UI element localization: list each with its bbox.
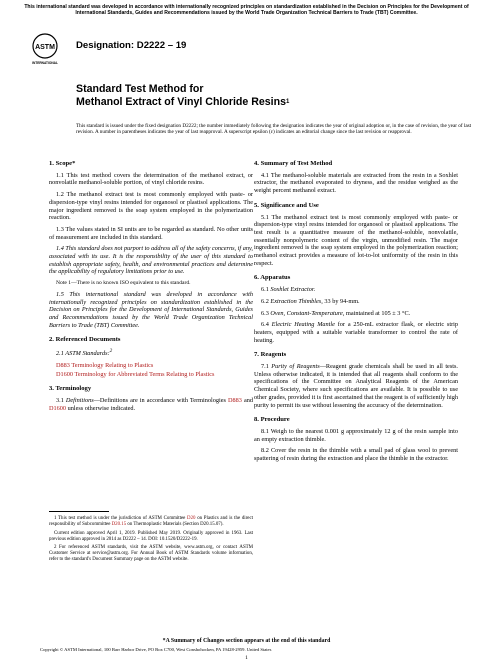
designation: Designation: D2222 – 19 [76, 40, 187, 51]
para-6-1: 6.1 Soxhlet Extractor. [261, 286, 316, 294]
ref-d1600[interactable] [49, 371, 253, 379]
title-line-2: Methanol Extract of Vinyl Chloride Resins$^1$ [76, 95, 290, 108]
section-3-heading: 3. Terminology [49, 385, 92, 393]
title-line-1: Standard Test Method for [76, 83, 204, 95]
para-1-4: 1.4 This standard does not purport to address all of the safety concerns, if any, associated with its use. It is the responsibility of the user of this standard to establish appropriate safety, health, and environmental practices and determine the applicability of regulatory limitations prior to use. [49, 245, 253, 276]
para-7-1: 7.1 Purity of Reagents—Reagent grade chemicals shall be used in all tests. Unless otherwise indicated, it is intended that all reagents shall conform to the specifications of the Committee on Analytical Reagents of the American Chemical Society, where such specifications are available. It is possible to use other grades, provided it is first ascertained that the reagent is of sufficiently high purity to permit its use without lessening the accuracy of the determination. [254, 363, 458, 409]
para-8-2: 8.2 Cover the resin in the thimble with a small pad of glass wool to prevent spattering of resin during the extraction and place the thimble in the extractor. [254, 447, 458, 463]
ref-d1600-code[interactable]: D1600 [56, 370, 74, 378]
footnote-2: 2 For referenced ASTM standards, visit the ASTM website, www.astm.org, or contact ASTM Customer Service at service@astm.org. For Annual Book of ASTM Standards volume information, refer to the standard's Document Summary page on the ASTM website. [49, 545, 253, 562]
para-6-4: 6.4 Electric Heating Mantle for a 250-mL extractor flask, or electric strip heaters, equipped with a suitable variable transformer to control the rate of heating. [254, 321, 459, 344]
link-d883[interactable]: D883 [228, 397, 242, 405]
para-8-1: 8.1 Weigh to the nearest 0.001 g approximately 12 g of the resin sample into an empty extraction thimble. [254, 427, 458, 443]
section-5-heading: 5. Significance and Use [254, 201, 319, 209]
para-1-1: 1.1 This test method covers the determination of the methanol extract, or nonvolatile methanol-soluble portion, of vinyl chloride resins. [49, 171, 253, 187]
summary-changes-note: *A Summary of Changes section appears at the end of this standard [162, 638, 331, 644]
section-6-heading: 6. Apparatus [254, 274, 291, 282]
para-6-2: 6.2 Extraction Thimbles, 33 by 94-mm. [261, 297, 360, 305]
footnotes [49, 511, 253, 566]
svg-text:ASTM: ASTM [35, 44, 55, 51]
tbt-notice: This international standard was developed in accordance with internationally recognized principles on standardization established in the Decision on Principles for the Development of International Standards, Guides and Recommendations issued by the World Trade Organization Technical Barriers to Trade (TBT) Committee. [24, 4, 469, 17]
page-number: 1 [245, 655, 248, 660]
page-title [76, 83, 289, 108]
note-1: Note 1—There is no known ISO equivalent to this standard. [56, 280, 191, 287]
section-2-heading: 2. Referenced Documents [49, 336, 121, 344]
left-column [49, 160, 253, 416]
ref-d1600-title[interactable]: Terminology for Abbreviated Terms Relating to Plastics [74, 370, 215, 378]
para-4-1: 4.1 The methanol-soluble materials are extracted from the resin in a Soxhlet extractor, the methanol evaporated to dryness, and the residue weighed as the weight percent methanol extract. [254, 171, 458, 195]
para-1-5: 1.5 This international standard was developed in accordance with internationally recognized principles on standardization established in the Decision on Principles for the Development of International Standards, Guides and Recommendations issued by the World Trade Organization Technical Barriers to Trade (TBT) Committee. [49, 290, 253, 329]
para-1-3: 1.3 The values stated in SI units are to be regarded as standard. No other units of measurement are included in this standard. [49, 225, 253, 241]
para-2-1: 2.1 ASTM Standards:$^2$ [56, 348, 113, 358]
right-column [254, 160, 458, 467]
footnote-1-edition: Current edition approved April 1, 2019. Published May 2019. Originally approved in 1963. Last previous edition approved in 2014 as D2222 – 14. DOI: 10.1520/D2222-19. [49, 530, 253, 542]
section-7-heading: 7. Reagents [254, 351, 287, 359]
para-5-1: 5.1 The methanol extract test is most commonly employed with paste- or dispersion-type vinyl resins intended for organosol or plastisol applications. The test result is a quantitative measure of the methanol-soluble, nonvolatile, essentially nonpolymeric content of the virgin, unmodified resin. The major ingredient removed is the soap system employed in the polymerization reaction; methanol extract provides a measure of lot-to-lot uniformity of the resin in this respect. [254, 213, 458, 267]
para-1-2: 1.2 The methanol extract test is most commonly employed with paste- or dispersion-type vinyl resins intended for organosol or plastisol applications. The major ingredient removed is the soap system employed in the polymerization reaction. [49, 191, 253, 222]
footnote-1: 1 This test method is under the jurisdiction of ASTM Committee D20 on Plastics and is the direct responsibility of Subcommittee D20.15 on Thermoplastic Materials (Section D20.15.07). [49, 516, 253, 527]
ref-d883-title[interactable]: Terminology Relating to Plastics [71, 361, 154, 369]
astm-logo-icon [30, 32, 60, 66]
copyright: Copyright © ASTM International, 100 Barr Harbor Drive, PO Box C700, West Conshohocken, PA 19428-2959. United States [40, 647, 272, 652]
svg-text:INTERNATIONAL: INTERNATIONAL [32, 61, 58, 65]
ref-d883-code[interactable]: D883 [56, 361, 70, 369]
section-1-heading: 1. Scope* [49, 160, 76, 167]
section-4-heading: 4. Summary of Test Method [254, 160, 333, 167]
link-d1600[interactable]: D1600 [49, 404, 67, 412]
ref-d883[interactable] [49, 362, 253, 370]
link-d20[interactable]: D20 [187, 516, 196, 521]
para-6-3: 6.3 Oven, Constant-Temperature, maintained at 105 ± 3 °C. [261, 309, 411, 317]
para-3-1: 3.1 Definitions—Definitions are in accordance with Terminologies D883 and D1600 unless otherwise indicated. [49, 397, 253, 412]
standard-note: This standard is issued under the fixed designation D2222; the number immediately following the designation indicates the year of original adoption or, in the case of revision, the year of last revision. A number in parentheses indicates the year of last reapproval. A superscript epsilon (ε) indicates an editorial change since the last revision or reapproval. [76, 123, 472, 136]
section-8-heading: 8. Procedure [254, 416, 290, 424]
link-d2015[interactable]: D20.15 [111, 522, 127, 527]
